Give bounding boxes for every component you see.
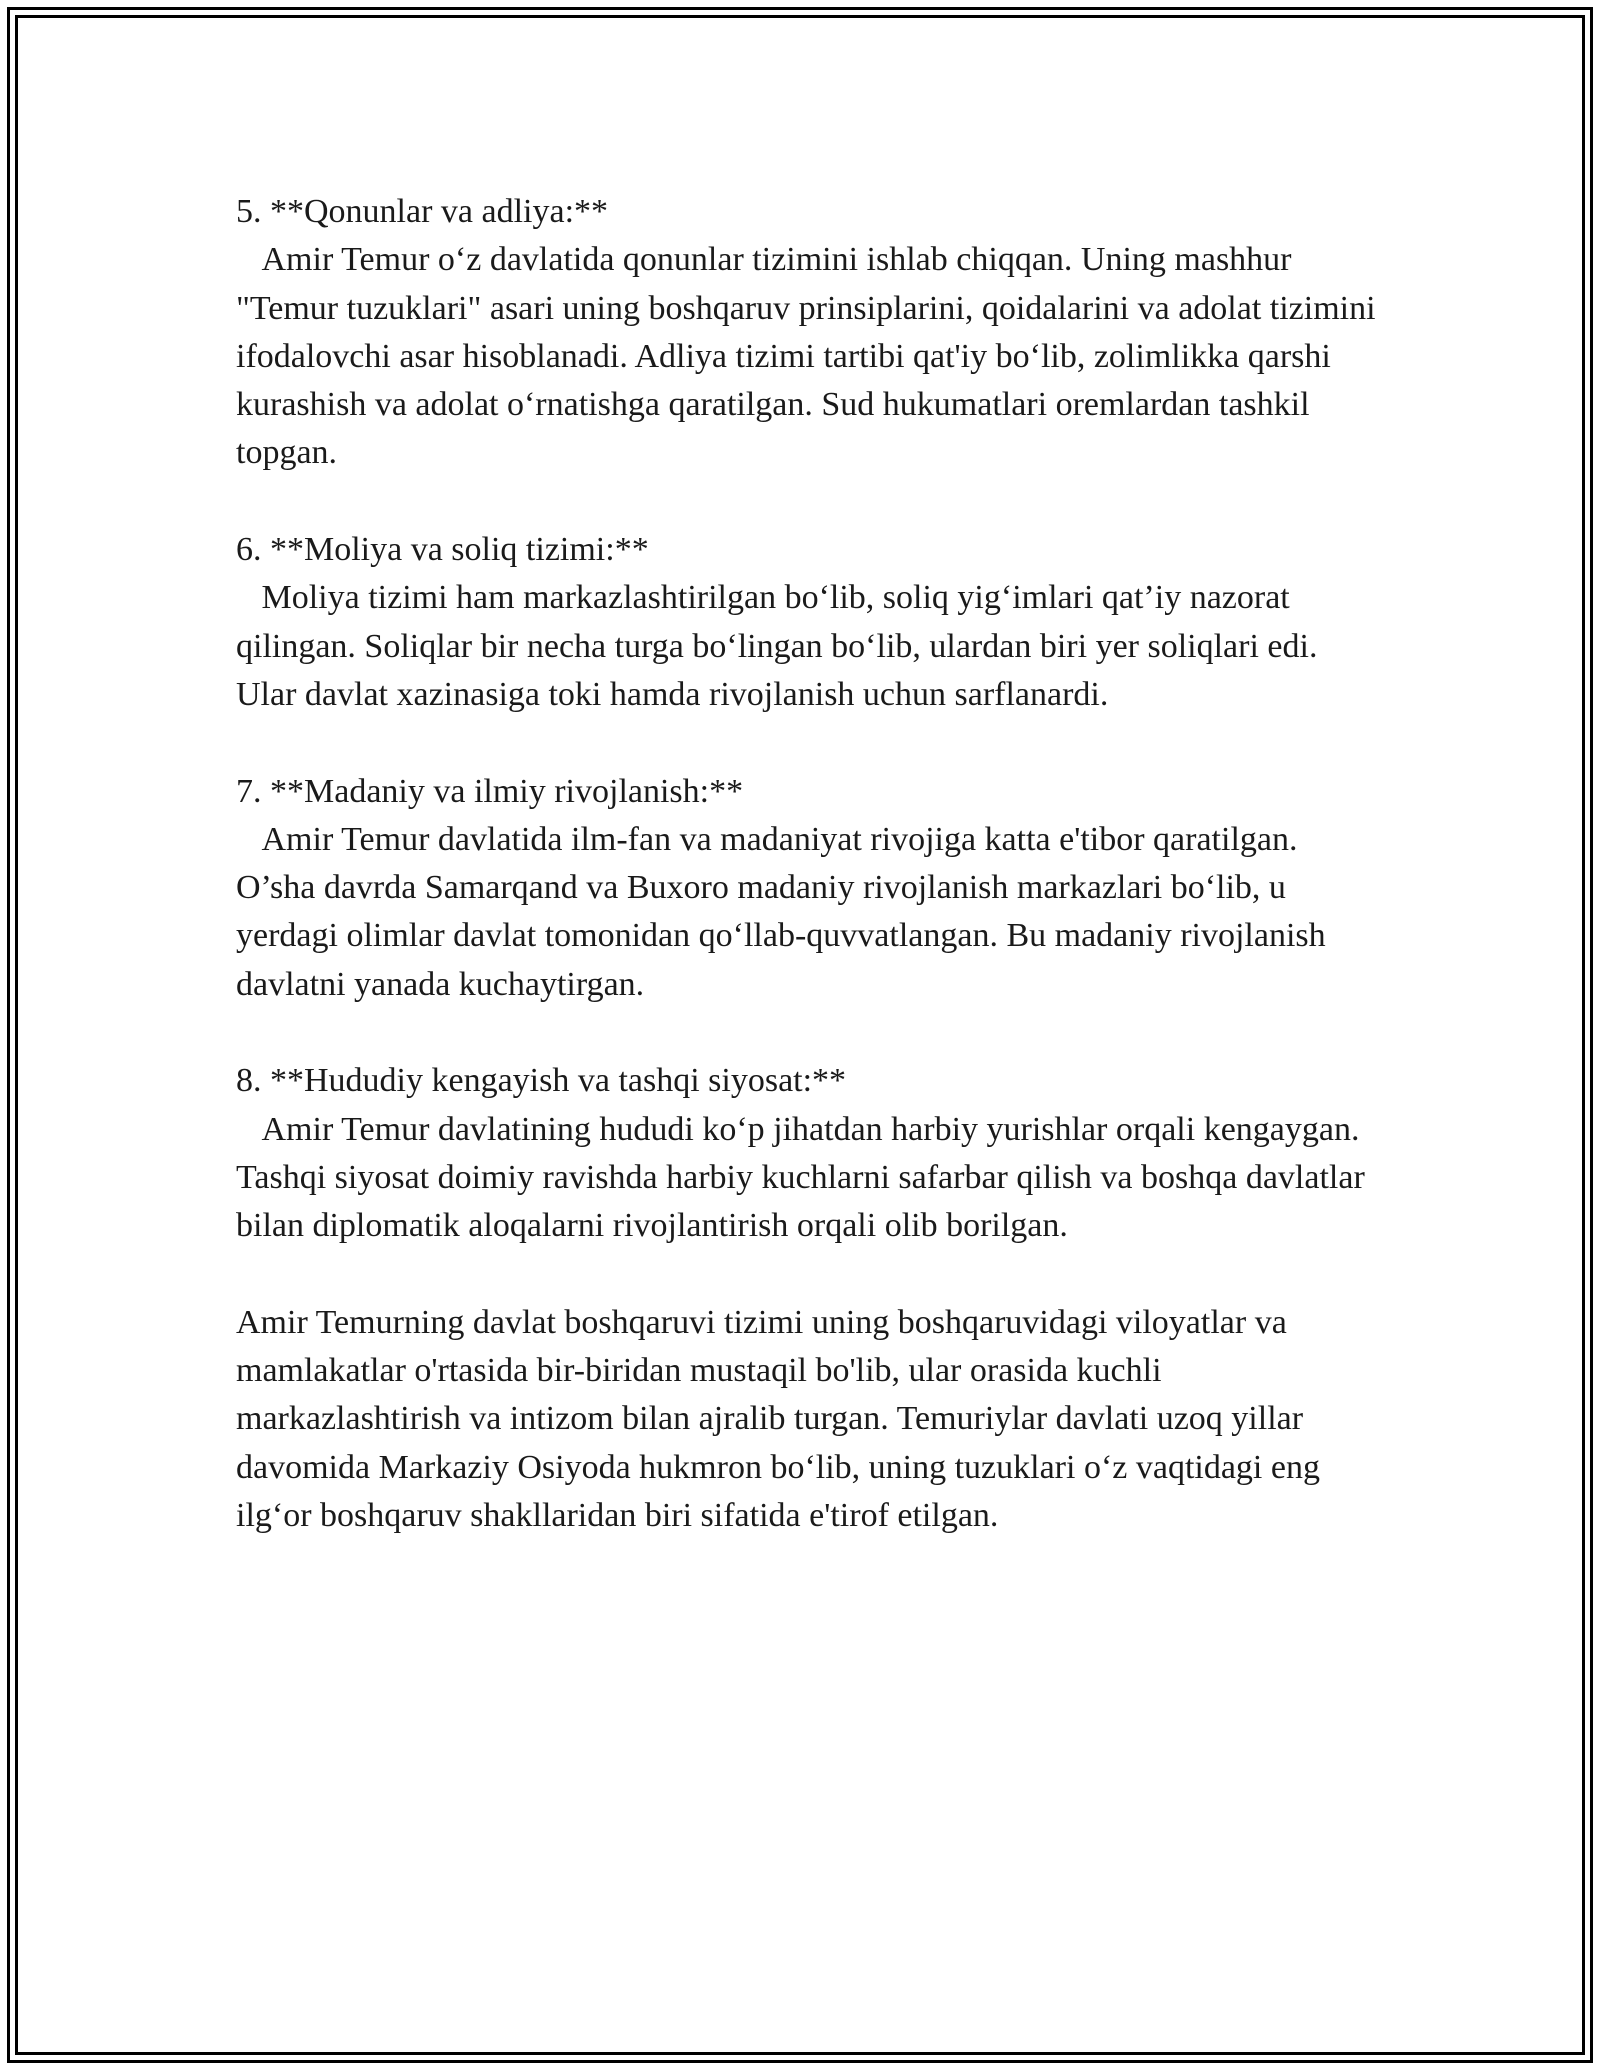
conclusion-paragraph: Amir Temurning davlat boshqaruvi tizimi uning boshqaruvidagi viloyatlar va mamlakatlar o'rtasida bir-biridan mustaqil bo'lib, ular orasida kuchli markazlashtirish va intizom bilan ajralib turgan. Temuriylar davlati uzoq yillar davomida Markaziy Osiyoda hukmron bo‘lib, uning tuzuklari o‘z vaqtidagi eng ilg‘or boshqaruv shakllaridan biri sifatida e'tirof etilgan. [236, 1303, 1320, 1535]
conclusion [236, 1299, 1376, 1540]
section-heading: 6. **Moliya va soliq tizimi:** [236, 531, 649, 569]
section-qonunlar-va-adliya [236, 188, 1385, 478]
section-paragraph: Amir Temur davlatining hududi ko‘p jihatdan harbiy yurishlar orqali kengaygan. Tashqi siyosat doimiy ravishda harbiy kuchlarni safarbar qilish va boshqa davlatlar bilan diplomatik aloqalarni rivojlantirish orqali olib borilgan. [236, 1110, 1374, 1245]
section-paragraph: Amir Temur o‘z davlatida qonunlar tizimini ishlab chiqqan. Uning mashhur "Temur tuzuklari" asari uning boshqaruv prinsiplarini, qoidalarini va adolat tizimini ifodalovchi asar hisoblanadi. Adliya tizimi tartibi qat'iy bo‘lib, zolimlikka qarshi kurashish va adolat o‘rnatishga qaratilgan. Sud hukumatlari oremlardan tashkil topgan. [236, 241, 1385, 472]
document-body [236, 188, 1385, 1540]
section-moliya-va-soliq [236, 526, 1376, 719]
section-paragraph: Amir Temur davlatida ilm-fan va madaniyat rivojiga katta e'tibor qaratilgan. O’sha davrda Samarqand va Buxoro madaniy rivojlanish markazlari bo‘lib, u yerdagi olimlar davlat tomonidan qo‘llab-quvvatlangan. Bu madaniy rivojlanish davlatni yanada kuchaytirgan. [236, 820, 1335, 1003]
section-heading: 8. **Hududiy kengayish va tashqi siyosat:** [236, 1062, 847, 1100]
section-paragraph: Moliya tizimi ham markazlashtirilgan bo‘lib, soliq yig‘imlari qat’iy nazorat qilingan. Soliqlar bir necha turga bo‘lingan bo‘lib, ulardan biri yer soliqlari edi. Ular davlat xazinasiga toki hamda rivojlanish uchun sarflanardi. [236, 579, 1326, 713]
section-madaniy-va-ilmiy [236, 768, 1376, 1009]
section-hududiy-kengayish [236, 1057, 1376, 1250]
section-heading: 7. **Madaniy va ilmiy rivojlanish:** [236, 772, 744, 810]
section-heading: 5. **Qonunlar va adliya:** [236, 193, 609, 230]
